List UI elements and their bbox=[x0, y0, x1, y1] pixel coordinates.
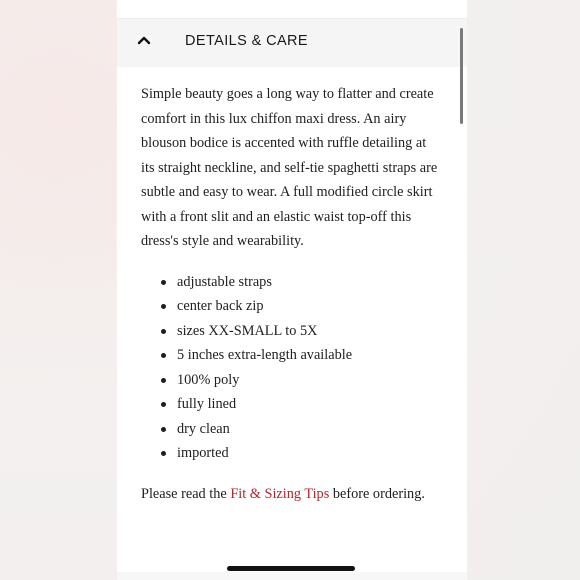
feature-list bbox=[141, 270, 441, 466]
bullet-icon bbox=[161, 427, 166, 432]
list-item: 100% poly bbox=[141, 368, 441, 393]
list-item: dry clean bbox=[141, 417, 441, 442]
bullet-icon bbox=[161, 451, 166, 456]
phone-screen bbox=[117, 0, 467, 580]
bottom-strip bbox=[117, 572, 467, 580]
list-item: fully lined bbox=[141, 392, 441, 417]
home-indicator[interactable] bbox=[227, 566, 355, 571]
fit-sizing-tips-link[interactable]: Fit & Sizing Tips bbox=[230, 485, 330, 502]
bullet-icon bbox=[161, 402, 166, 407]
bullet-icon bbox=[161, 304, 166, 309]
scrollbar[interactable] bbox=[460, 28, 463, 124]
list-item: center back zip bbox=[141, 294, 441, 319]
list-item: sizes XX-SMALL to 5X bbox=[141, 319, 441, 344]
bullet-icon bbox=[161, 280, 166, 285]
list-item: imported bbox=[141, 441, 441, 466]
bullet-icon bbox=[161, 329, 166, 334]
sizing-note: Please read the Fit & Sizing Tips before ordering. bbox=[141, 485, 425, 502]
details-content bbox=[141, 82, 441, 506]
list-item: adjustable straps bbox=[141, 270, 441, 295]
list-item: 5 inches extra-length available bbox=[141, 343, 441, 368]
details-care-header[interactable] bbox=[117, 18, 467, 67]
bullet-icon bbox=[161, 353, 166, 358]
chevron-up-icon[interactable] bbox=[137, 33, 151, 47]
product-description: Simple beauty goes a long way to flatter and create comfort in this lux chiffon maxi dress. An airy blouson bodice is accented with ruffle detailing at its straight neckline, and self-tie spaghetti straps are subtle and easy to wear. A full modified circle skirt with a front slit and an elastic waist top-off this dress's style and wearability. bbox=[141, 86, 438, 249]
section-title: DETAILS & CARE bbox=[185, 33, 308, 49]
bullet-icon bbox=[161, 378, 166, 383]
